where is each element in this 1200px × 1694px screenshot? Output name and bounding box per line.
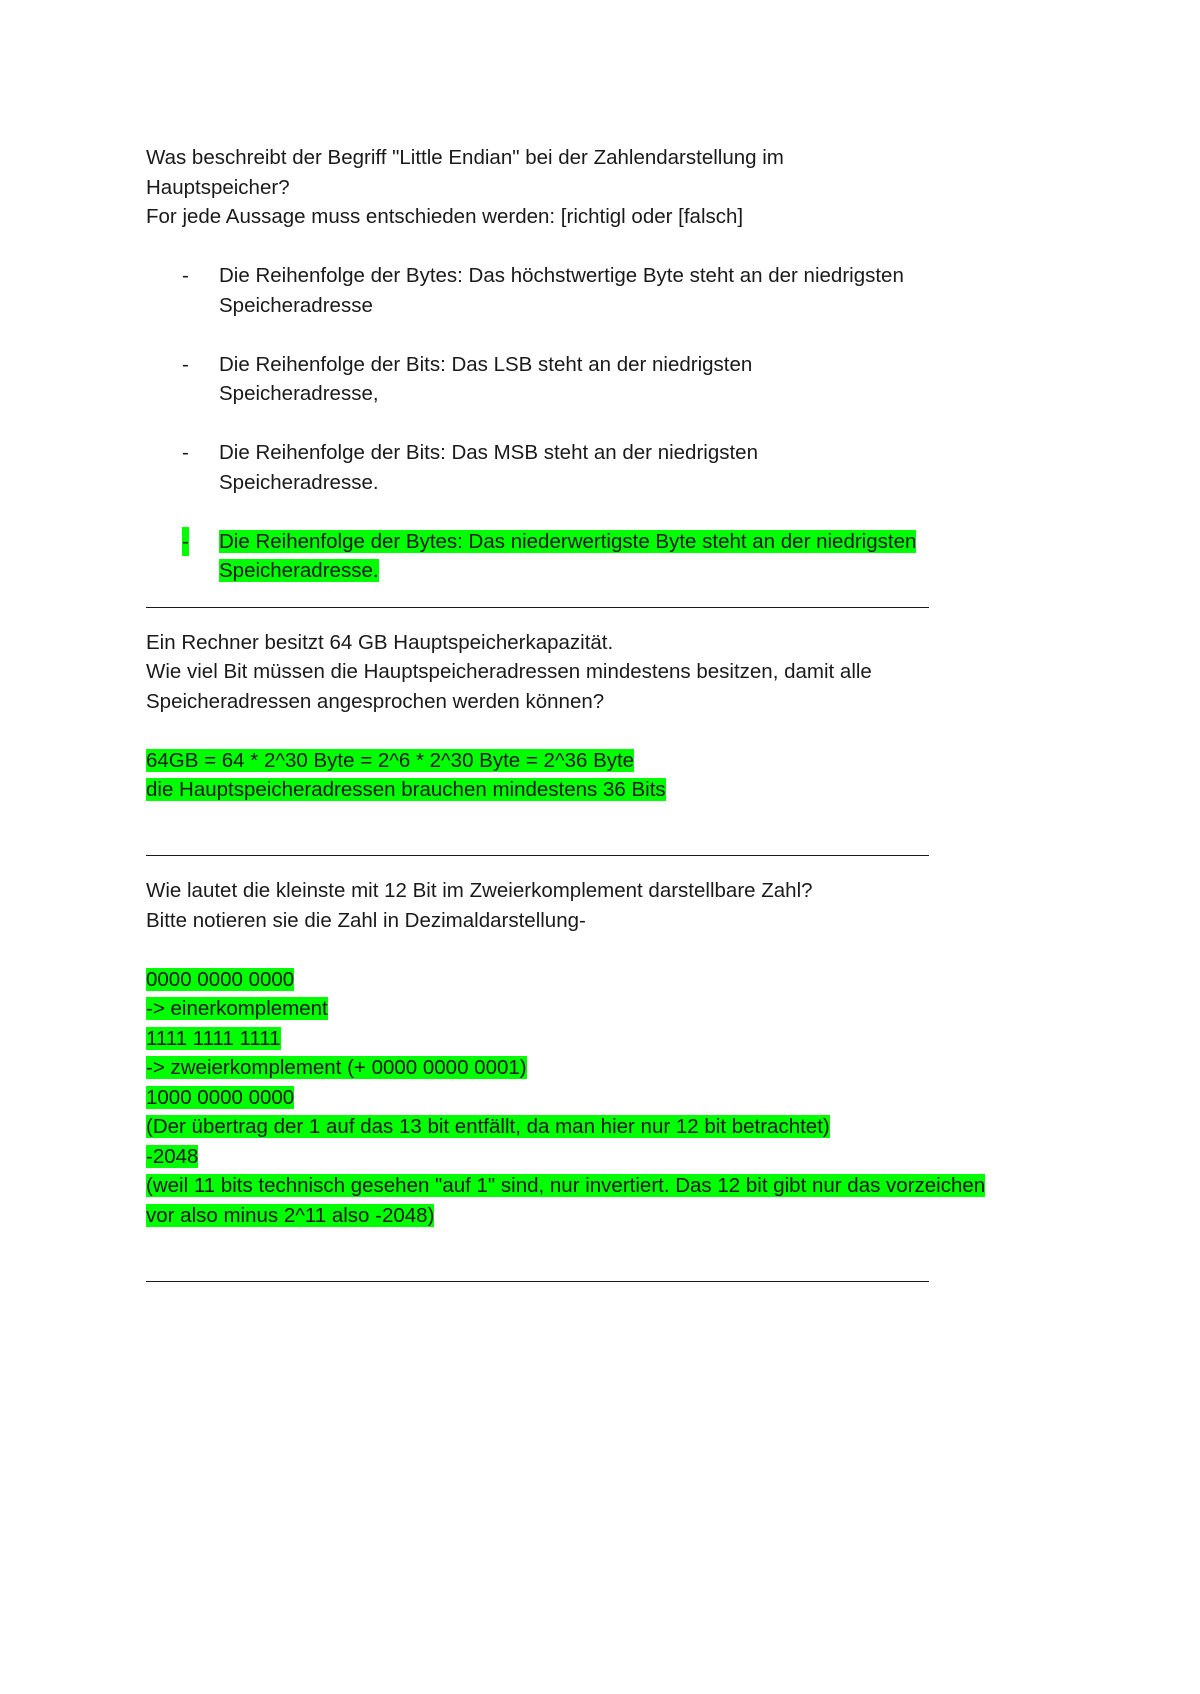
answer-option-1: [146, 261, 1086, 320]
answer-option-3: [146, 438, 1086, 497]
answer-3-line-2: -> einerkomplement: [146, 997, 328, 1020]
answer-2: [146, 746, 1086, 805]
answer-3: [146, 965, 1086, 1231]
answer-option-2: [146, 350, 1086, 409]
answer-3-line-5: 1000 0000 0000: [146, 1085, 295, 1109]
bullet-dash: -: [182, 264, 189, 287]
question-1-line-3: For jede Aussage muss entschieden werden: [richtigl oder [falsch]: [146, 205, 744, 228]
answer-3-line-8: (weil 11 bits technisch gesehen "auf 1" sind, nur invertiert. Das 12 bit gibt nur das vorzeichen: [146, 1174, 986, 1197]
question-1-line-1: Was beschreibt der Begriff "Little Endian" bei der Zahlendarstellung im: [146, 146, 784, 169]
bullet-dash: -: [182, 527, 189, 557]
option-4-line-1: Die Reihenfolge der Bytes: Das niederwertigste Byte steht an der niedrigsten: [219, 529, 917, 553]
option-2-line-1: Die Reihenfolge der Bits: Das LSB steht an der niedrigsten: [219, 352, 753, 376]
answer-3-line-3: 1111 1111 1111: [146, 1026, 281, 1050]
question-3-line-2: Bitte notieren sie die Zahl in Dezimaldarstellung-: [146, 908, 586, 932]
option-3-line-2: Speicheradresse.: [219, 470, 379, 494]
bullet-dash: -: [182, 352, 189, 376]
answer-2-line-2: die Hauptspeicheradressen brauchen mindestens 36 Bits: [146, 778, 666, 801]
question-2-line-3: Speicheradressen angesprochen werden können?: [146, 689, 605, 713]
option-4-line-2: Speicheradresse.: [219, 559, 379, 582]
answer-3-line-1: 0000 0000 0000: [146, 967, 295, 991]
question-3: [146, 876, 1086, 935]
answer-3-line-7: -2048: [146, 1144, 199, 1168]
option-2-line-2: Speicheradresse,: [219, 382, 379, 405]
option-1-line-1: Die Reihenfolge der Bytes: Das höchstwertige Byte steht an der niedrigsten: [219, 264, 904, 287]
question-2-line-2: Wie viel Bit müssen die Hauptspeicheradressen mindestens besitzen, damit alle: [146, 660, 872, 683]
document-page: [146, 143, 1086, 1282]
option-3-line-1: Die Reihenfolge der Bits: Das MSB steht an der niedrigsten: [219, 441, 758, 464]
question-1: [146, 143, 1086, 232]
option-1-line-2: Speicheradresse: [219, 293, 373, 317]
separator-line: [146, 1281, 929, 1282]
bullet-dash: -: [182, 441, 189, 464]
question-2-line-1: Ein Rechner besitzt 64 GB Hauptspeicherkapazität.: [146, 630, 614, 654]
question-1-line-2: Hauptspeicher?: [146, 175, 290, 199]
answer-option-4-correct: [146, 527, 1086, 586]
answer-3-line-9: vor also minus 2^11 also -2048): [146, 1203, 435, 1227]
answer-3-line-4: -> zweierkomplement (+ 0000 0000 0001): [146, 1056, 527, 1079]
answer-options: [146, 261, 1086, 586]
answer-3-line-6: (Der übertrag der 1 auf das 13 bit entfällt, da man hier nur 12 bit betrachtet): [146, 1115, 830, 1138]
answer-2-line-1: 64GB = 64 * 2^30 Byte = 2^6 * 2^30 Byte = 2^36 Byte: [146, 748, 635, 772]
question-2: [146, 628, 1086, 717]
question-3-line-1: Wie lautet die kleinste mit 12 Bit im Zweierkomplement darstellbare Zahl?: [146, 879, 813, 902]
